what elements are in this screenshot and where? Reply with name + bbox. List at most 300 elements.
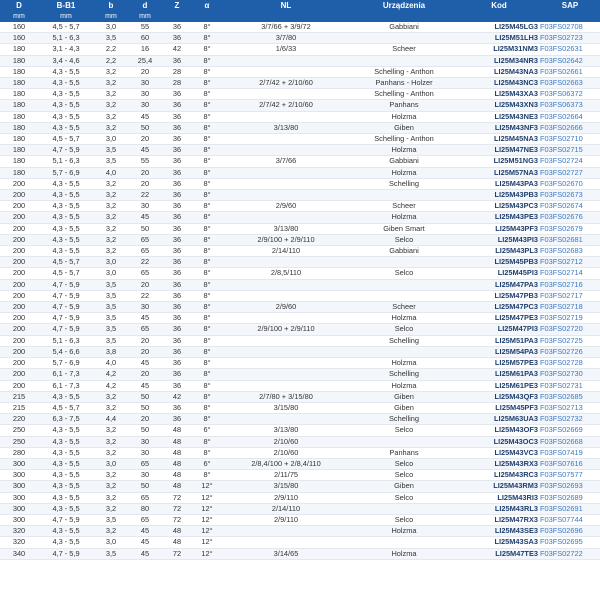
col-alpha-cell: 8° xyxy=(192,78,222,89)
col-b-cell: 3,2 xyxy=(94,201,128,212)
col-z-cell: 36 xyxy=(162,324,192,335)
col-b-cell: 3,0 xyxy=(94,458,128,469)
table-row xyxy=(0,33,600,44)
col-dd-cell: 30 xyxy=(128,100,162,111)
col-bb1-cell: 4,3 - 5,5 xyxy=(38,212,94,223)
col-d-cell: 200 xyxy=(0,324,38,335)
col-z-cell: 36 xyxy=(162,223,192,234)
col-bb1-cell: 6,1 - 7,3 xyxy=(38,369,94,380)
col-kod-cell: LI25M47PI3 xyxy=(458,324,540,335)
col-dd-cell: 50 xyxy=(128,425,162,436)
col-bb1-cell: 4,3 - 5,5 xyxy=(38,223,94,234)
col-d-cell: 200 xyxy=(0,358,38,369)
col-kod-cell: LI25M43PI3 xyxy=(458,234,540,245)
col-b-cell: 4,0 xyxy=(94,167,128,178)
col-d-cell: 200 xyxy=(0,346,38,357)
col-d-cell: 200 xyxy=(0,380,38,391)
col-dd-cell: 65 xyxy=(128,268,162,279)
col-d-cell: 250 xyxy=(0,436,38,447)
col-z-cell: 48 xyxy=(162,526,192,537)
col-urzadzenia-cell: Schelling xyxy=(350,414,458,425)
col-b-cell: 4,2 xyxy=(94,380,128,391)
col-d-cell: 200 xyxy=(0,234,38,245)
table-row xyxy=(0,380,600,391)
col-d-cell: 180 xyxy=(0,145,38,156)
col-bb1-cell: 4,7 - 5,9 xyxy=(38,324,94,335)
col-d-cell: 200 xyxy=(0,313,38,324)
col-urzadzenia-cell: Selco xyxy=(350,234,458,245)
col-urzadzenia-unit xyxy=(350,12,458,22)
col-d-cell: 180 xyxy=(0,111,38,122)
col-dd-cell: 45 xyxy=(128,548,162,559)
col-sap-cell: F03FS02674 xyxy=(540,201,600,212)
col-b-cell: 2,2 xyxy=(94,44,128,55)
col-d-cell: 180 xyxy=(0,156,38,167)
col-dd-cell: 30 xyxy=(128,302,162,313)
col-nl-cell xyxy=(222,167,350,178)
col-kod-cell: LI25M45NA3 xyxy=(458,134,540,145)
col-nl-cell: 2/14/110 xyxy=(222,503,350,514)
col-b-cell: 3,5 xyxy=(94,548,128,559)
col-urzadzenia-cell xyxy=(350,537,458,548)
col-d-cell: 320 xyxy=(0,537,38,548)
table-row xyxy=(0,447,600,458)
col-d-cell: 250 xyxy=(0,425,38,436)
col-urzadzenia-cell: Holzma xyxy=(350,358,458,369)
col-dd-cell: 60 xyxy=(128,33,162,44)
col-kod-cell: LI25M43PE3 xyxy=(458,212,540,223)
col-b-cell: 3,0 xyxy=(94,257,128,268)
table-row xyxy=(0,66,600,77)
col-alpha-cell: 8° xyxy=(192,89,222,100)
col-nl-cell xyxy=(222,89,350,100)
col-dd-cell: 50 xyxy=(128,402,162,413)
table-row xyxy=(0,89,600,100)
col-dd-cell: 45 xyxy=(128,313,162,324)
col-sap-cell: F03FS06373 xyxy=(540,100,600,111)
col-d-cell: 180 xyxy=(0,167,38,178)
col-b-cell: 3,2 xyxy=(94,503,128,514)
col-alpha-cell: 12° xyxy=(192,514,222,525)
col-d-cell: 180 xyxy=(0,122,38,133)
col-nl-cell: 2/9/100 + 2/9/110 xyxy=(222,234,350,245)
col-z-cell: 28 xyxy=(162,66,192,77)
col-sap-cell: F03FS02670 xyxy=(540,178,600,189)
col-b-cell: 3,8 xyxy=(94,346,128,357)
col-urzadzenia-cell xyxy=(350,257,458,268)
col-sap-cell: F03FS02719 xyxy=(540,313,600,324)
col-urzadzenia-cell: Schelling - Anthon xyxy=(350,134,458,145)
col-urzadzenia-cell: Giben xyxy=(350,391,458,402)
col-alpha-cell: 8° xyxy=(192,313,222,324)
col-nl-cell xyxy=(222,358,350,369)
col-b-cell: 3,2 xyxy=(94,447,128,458)
col-z-cell: 36 xyxy=(162,380,192,391)
col-nl-cell: 2/9/60 xyxy=(222,302,350,313)
col-bb1-cell: 4,3 - 5,5 xyxy=(38,458,94,469)
col-nl-cell xyxy=(222,66,350,77)
col-alpha-cell: 8° xyxy=(192,324,222,335)
col-z-cell: 36 xyxy=(162,335,192,346)
col-z-cell: 36 xyxy=(162,22,192,33)
col-bb1-cell: 4,7 - 5,9 xyxy=(38,279,94,290)
col-b-cell: 3,5 xyxy=(94,335,128,346)
col-dd-cell: 20 xyxy=(128,369,162,380)
table-row xyxy=(0,212,600,223)
col-z-cell: 36 xyxy=(162,156,192,167)
col-urzadzenia-cell: Gabbiani xyxy=(350,246,458,257)
table-row xyxy=(0,122,600,133)
col-bb1-cell: 5,7 - 6,9 xyxy=(38,167,94,178)
col-nl-cell: 2/14/110 xyxy=(222,246,350,257)
col-dd-cell: 65 xyxy=(128,492,162,503)
col-d-cell: 200 xyxy=(0,246,38,257)
table-row xyxy=(0,234,600,245)
col-dd-cell: 20 xyxy=(128,335,162,346)
col-urzadzenia-cell: Selco xyxy=(350,470,458,481)
col-urzadzenia-cell: Panhans - Holzer xyxy=(350,78,458,89)
col-alpha-cell: 8° xyxy=(192,33,222,44)
col-urzadzenia-cell xyxy=(350,190,458,201)
col-bb1-cell: 4,5 - 5,7 xyxy=(38,22,94,33)
col-alpha-cell: 8° xyxy=(192,100,222,111)
col-bb1-cell: 4,5 - 5,7 xyxy=(38,268,94,279)
col-sap-cell: F03FS02722 xyxy=(540,548,600,559)
col-urzadzenia-header: Urządzenia xyxy=(350,0,458,12)
col-z-cell: 48 xyxy=(162,447,192,458)
col-dd-cell: 55 xyxy=(128,156,162,167)
col-nl-cell xyxy=(222,526,350,537)
col-urzadzenia-cell: Selco xyxy=(350,514,458,525)
col-kod-cell: LI25M45PF3 xyxy=(458,402,540,413)
col-urzadzenia-cell: Selco xyxy=(350,324,458,335)
col-nl-cell: 3/7/80 xyxy=(222,33,350,44)
col-bb1-cell: 4,5 - 5,7 xyxy=(38,134,94,145)
col-dd-cell: 45 xyxy=(128,111,162,122)
col-z-cell: 48 xyxy=(162,458,192,469)
table-row xyxy=(0,526,600,537)
col-dd-cell: 22 xyxy=(128,290,162,301)
table-row xyxy=(0,481,600,492)
col-alpha-cell: 8° xyxy=(192,246,222,257)
col-bb1-header: B-B1 xyxy=(38,0,94,12)
table-row xyxy=(0,223,600,234)
col-nl-cell xyxy=(222,537,350,548)
col-bb1-cell: 4,3 - 5,5 xyxy=(38,391,94,402)
table-row xyxy=(0,78,600,89)
col-sap-cell: F03FS02642 xyxy=(540,55,600,66)
col-alpha-cell: 8° xyxy=(192,111,222,122)
table-row xyxy=(0,111,600,122)
col-sap-cell: F03FS06372 xyxy=(540,89,600,100)
col-d-cell: 200 xyxy=(0,223,38,234)
col-z-cell: 36 xyxy=(162,402,192,413)
col-dd-cell: 45 xyxy=(128,380,162,391)
col-kod-cell: LI25M31NM3 xyxy=(458,44,540,55)
col-nl-cell xyxy=(222,290,350,301)
col-alpha-cell: 8° xyxy=(192,234,222,245)
col-bb1-cell: 4,3 - 5,5 xyxy=(38,234,94,245)
col-alpha-cell: 8° xyxy=(192,470,222,481)
col-d-cell: 200 xyxy=(0,212,38,223)
col-kod-cell: LI25M57NA3 xyxy=(458,167,540,178)
col-d-cell: 300 xyxy=(0,514,38,525)
col-kod-cell: LI25M45PB3 xyxy=(458,257,540,268)
col-b-cell: 3,5 xyxy=(94,514,128,525)
col-bb1-cell: 4,3 - 5,5 xyxy=(38,492,94,503)
col-bb1-cell: 4,5 - 5,7 xyxy=(38,257,94,268)
col-alpha-cell: 6° xyxy=(192,458,222,469)
col-d-cell: 180 xyxy=(0,78,38,89)
col-b-cell: 3,2 xyxy=(94,66,128,77)
table-row xyxy=(0,100,600,111)
table-body xyxy=(0,22,600,559)
col-sap-cell: F03FS02685 xyxy=(540,391,600,402)
col-sap-cell: F03FS07419 xyxy=(540,447,600,458)
col-d-unit: mm xyxy=(0,12,38,22)
col-dd-cell: 16 xyxy=(128,44,162,55)
col-dd-cell: 20 xyxy=(128,414,162,425)
col-dd-header: d xyxy=(128,0,162,12)
col-b-cell: 3,0 xyxy=(94,268,128,279)
col-alpha-cell: 8° xyxy=(192,302,222,313)
col-d-cell: 200 xyxy=(0,279,38,290)
col-z-cell: 36 xyxy=(162,279,192,290)
col-z-cell: 36 xyxy=(162,290,192,301)
col-sap-cell: F03FS02666 xyxy=(540,122,600,133)
col-bb1-cell: 4,3 - 5,5 xyxy=(38,66,94,77)
col-sap-cell: F03FS02716 xyxy=(540,279,600,290)
table-row xyxy=(0,156,600,167)
col-dd-cell: 50 xyxy=(128,223,162,234)
col-kod-cell: LI25M43RX3 xyxy=(458,458,540,469)
table-row xyxy=(0,369,600,380)
col-nl-cell: 2/9/100 + 2/9/110 xyxy=(222,324,350,335)
col-kod-cell: LI25M43SA3 xyxy=(458,537,540,548)
col-dd-cell: 20 xyxy=(128,66,162,77)
col-bb1-cell: 4,7 - 5,9 xyxy=(38,290,94,301)
col-urzadzenia-cell: Scheer xyxy=(350,302,458,313)
col-bb1-cell: 5,1 - 6,3 xyxy=(38,156,94,167)
col-bb1-cell: 4,3 - 5,5 xyxy=(38,425,94,436)
col-alpha-cell: 8° xyxy=(192,156,222,167)
col-sap-cell: F03FS02683 xyxy=(540,246,600,257)
col-b-cell: 3,2 xyxy=(94,402,128,413)
col-urzadzenia-cell: Holzma xyxy=(350,167,458,178)
col-dd-cell: 30 xyxy=(128,436,162,447)
col-z-cell: 36 xyxy=(162,234,192,245)
col-alpha-cell: 8° xyxy=(192,212,222,223)
col-b-cell: 3,2 xyxy=(94,78,128,89)
col-alpha-cell: 8° xyxy=(192,44,222,55)
col-b-cell: 3,2 xyxy=(94,122,128,133)
col-z-cell: 72 xyxy=(162,548,192,559)
col-b-cell: 3,2 xyxy=(94,234,128,245)
col-kod-cell: LI25M43QF3 xyxy=(458,391,540,402)
col-urzadzenia-cell: Holzma xyxy=(350,548,458,559)
col-alpha-cell: 8° xyxy=(192,167,222,178)
col-kod-cell: LI25M43SE3 xyxy=(458,526,540,537)
col-z-cell: 48 xyxy=(162,481,192,492)
col-sap-cell: F03FS02693 xyxy=(540,481,600,492)
table-row xyxy=(0,246,600,257)
col-b-cell: 3,2 xyxy=(94,526,128,537)
col-z-cell: 36 xyxy=(162,190,192,201)
col-kod-cell: LI25M43PB3 xyxy=(458,190,540,201)
col-d-cell: 200 xyxy=(0,369,38,380)
col-z-cell: 72 xyxy=(162,514,192,525)
col-sap-cell: F03FS02715 xyxy=(540,145,600,156)
col-z-cell: 36 xyxy=(162,122,192,133)
col-kod-cell: LI25M47PE3 xyxy=(458,313,540,324)
col-alpha-cell: 8° xyxy=(192,201,222,212)
col-nl-cell: 3/15/80 xyxy=(222,402,350,413)
col-nl-header: NL xyxy=(222,0,350,12)
col-alpha-cell: 8° xyxy=(192,402,222,413)
col-urzadzenia-cell: Panhans xyxy=(350,100,458,111)
col-z-cell: 36 xyxy=(162,111,192,122)
col-d-cell: 200 xyxy=(0,268,38,279)
col-z-cell: 36 xyxy=(162,313,192,324)
col-d-cell: 200 xyxy=(0,201,38,212)
table-row xyxy=(0,503,600,514)
col-urzadzenia-cell: Schelling - Anthon xyxy=(350,89,458,100)
col-alpha-cell: 8° xyxy=(192,223,222,234)
col-urzadzenia-cell: Holzma xyxy=(350,212,458,223)
col-z-cell: 36 xyxy=(162,346,192,357)
col-b-cell: 3,2 xyxy=(94,246,128,257)
col-b-cell: 3,2 xyxy=(94,100,128,111)
col-sap-cell: F03FS02679 xyxy=(540,223,600,234)
col-bb1-cell: 4,7 - 5,9 xyxy=(38,548,94,559)
col-bb1-cell: 4,3 - 5,5 xyxy=(38,201,94,212)
col-alpha-cell: 12° xyxy=(192,526,222,537)
col-kod-cell: LI25M34NR3 xyxy=(458,55,540,66)
col-nl-cell xyxy=(222,369,350,380)
col-alpha-cell: 8° xyxy=(192,190,222,201)
col-d-cell: 340 xyxy=(0,548,38,559)
col-nl-cell: 2/10/60 xyxy=(222,436,350,447)
col-urzadzenia-cell: Holzma xyxy=(350,526,458,537)
col-alpha-cell: 8° xyxy=(192,66,222,77)
col-b-cell: 4,0 xyxy=(94,358,128,369)
col-d-header: D xyxy=(0,0,38,12)
col-urzadzenia-cell: Holzma xyxy=(350,313,458,324)
col-dd-cell: 20 xyxy=(128,134,162,145)
col-b-cell: 3,2 xyxy=(94,436,128,447)
col-kod-cell: LI25M61PA3 xyxy=(458,369,540,380)
col-bb1-cell: 6,3 - 7,5 xyxy=(38,414,94,425)
table-row xyxy=(0,548,600,559)
col-nl-cell xyxy=(222,335,350,346)
table-row xyxy=(0,335,600,346)
col-d-cell: 280 xyxy=(0,447,38,458)
col-nl-cell: 2/9/60 xyxy=(222,201,350,212)
col-kod-cell: LI25M43VC3 xyxy=(458,447,540,458)
col-kod-cell: LI25M43RI3 xyxy=(458,492,540,503)
col-alpha-unit xyxy=(192,12,222,22)
col-nl-cell xyxy=(222,257,350,268)
col-urzadzenia-cell: Schelling xyxy=(350,335,458,346)
table-row xyxy=(0,44,600,55)
col-d-cell: 160 xyxy=(0,22,38,33)
col-kod-cell: LI25M43OC3 xyxy=(458,436,540,447)
col-kod-cell: LI25M51LH3 xyxy=(458,33,540,44)
col-urzadzenia-cell: Holzma xyxy=(350,111,458,122)
col-urzadzenia-cell xyxy=(350,290,458,301)
col-kod-cell: LI25M43NA3 xyxy=(458,66,540,77)
col-b-cell: 2,2 xyxy=(94,55,128,66)
table-row xyxy=(0,167,600,178)
table-row xyxy=(0,201,600,212)
table-row xyxy=(0,324,600,335)
col-d-cell: 320 xyxy=(0,526,38,537)
col-dd-cell: 20 xyxy=(128,279,162,290)
col-nl-cell: 3/7/66 + 3/9/72 xyxy=(222,22,350,33)
table-row xyxy=(0,145,600,156)
col-d-cell: 160 xyxy=(0,33,38,44)
col-urzadzenia-cell: Selco xyxy=(350,458,458,469)
col-bb1-cell: 4,3 - 5,5 xyxy=(38,78,94,89)
col-nl-cell xyxy=(222,414,350,425)
col-nl-cell xyxy=(222,380,350,391)
col-alpha-cell: 8° xyxy=(192,55,222,66)
col-b-cell: 3,2 xyxy=(94,492,128,503)
table-row xyxy=(0,470,600,481)
col-urzadzenia-cell: Schelling - Anthon xyxy=(350,66,458,77)
col-urzadzenia-cell xyxy=(350,33,458,44)
col-z-cell: 36 xyxy=(162,257,192,268)
col-nl-cell: 2/9/110 xyxy=(222,492,350,503)
col-z-cell: 72 xyxy=(162,503,192,514)
col-kod-unit xyxy=(458,12,540,22)
col-bb1-cell: 5,1 - 6,3 xyxy=(38,33,94,44)
col-alpha-header: α xyxy=(192,0,222,12)
col-alpha-cell: 8° xyxy=(192,414,222,425)
table-row xyxy=(0,279,600,290)
col-z-cell: 36 xyxy=(162,134,192,145)
col-kod-cell: LI25M43RM3 xyxy=(458,481,540,492)
col-sap-cell: F03FS02725 xyxy=(540,335,600,346)
col-sap-cell: F03FS02728 xyxy=(540,358,600,369)
col-alpha-cell: 12° xyxy=(192,548,222,559)
col-sap-cell: F03FS02713 xyxy=(540,402,600,413)
col-z-cell: 36 xyxy=(162,89,192,100)
col-b-cell: 3,5 xyxy=(94,156,128,167)
col-d-cell: 300 xyxy=(0,481,38,492)
col-d-cell: 300 xyxy=(0,470,38,481)
col-kod-cell: LI25M47PA3 xyxy=(458,279,540,290)
col-b-cell: 3,5 xyxy=(94,33,128,44)
col-nl-cell: 3/13/80 xyxy=(222,425,350,436)
col-b-cell: 3,2 xyxy=(94,111,128,122)
col-kod-cell: LI25M43PL3 xyxy=(458,246,540,257)
col-z-cell: 36 xyxy=(162,212,192,223)
col-bb1-cell: 4,3 - 5,5 xyxy=(38,122,94,133)
col-sap-cell: F03FS02691 xyxy=(540,503,600,514)
col-sap-cell: F03FS02718 xyxy=(540,302,600,313)
col-urzadzenia-cell: Panhans xyxy=(350,447,458,458)
col-dd-cell: 30 xyxy=(128,201,162,212)
col-kod-cell: LI25M51NG3 xyxy=(458,156,540,167)
col-z-cell: 48 xyxy=(162,537,192,548)
col-dd-cell: 65 xyxy=(128,458,162,469)
col-b-cell: 3,2 xyxy=(94,223,128,234)
col-b-cell: 3,5 xyxy=(94,279,128,290)
col-urzadzenia-cell: Gabbiani xyxy=(350,22,458,33)
col-kod-cell: LI25M63UA3 xyxy=(458,414,540,425)
col-d-cell: 215 xyxy=(0,391,38,402)
